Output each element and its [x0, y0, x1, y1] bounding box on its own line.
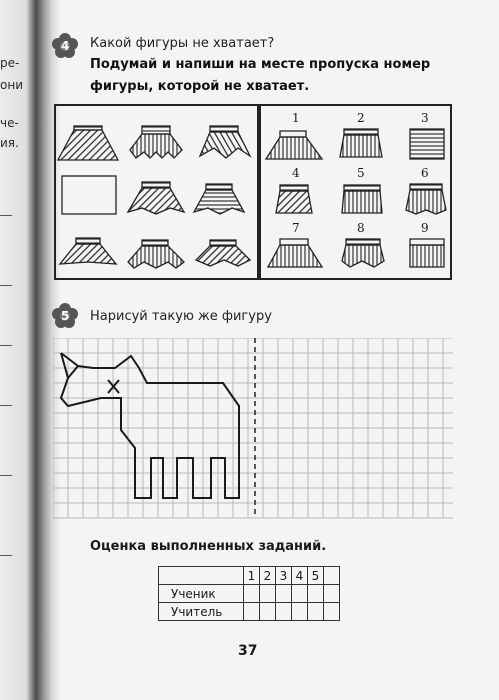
rating-cell[interactable] — [308, 585, 324, 603]
rating-cell[interactable] — [276, 603, 292, 621]
rating-cell[interactable] — [324, 585, 340, 603]
task-instruction: Подумай и напиши на месте пропуска номер — [90, 57, 431, 72]
rating-cell[interactable] — [292, 603, 308, 621]
page-number: 37 — [238, 643, 258, 659]
option-number: 4 — [292, 166, 300, 180]
rating-cell[interactable] — [276, 585, 292, 603]
rating-column-header: 1 — [244, 567, 260, 585]
task-title: Какой фигуры не хватает? — [90, 36, 275, 51]
rating-table — [158, 566, 340, 621]
task-number: 4 — [61, 39, 70, 53]
rating-column-header: 2 — [260, 567, 276, 585]
rating-column-header: 5 — [308, 567, 324, 585]
margin-fragment: че- — [0, 116, 19, 130]
rating-cell[interactable] — [324, 567, 340, 585]
rating-row-label: Ученик — [159, 585, 244, 603]
task-title: Нарисуй такую же фигуру — [90, 309, 272, 324]
option-number: 8 — [357, 221, 365, 235]
option-number: 1 — [292, 111, 300, 125]
rating-cell[interactable] — [308, 603, 324, 621]
option-number: 3 — [421, 111, 429, 125]
option-number: 6 — [421, 166, 429, 180]
rating-row-label: Учитель — [159, 603, 244, 621]
drawing-grid[interactable] — [53, 338, 453, 524]
option-number: 9 — [421, 221, 429, 235]
rating-cell[interactable] — [244, 603, 260, 621]
rating-cell[interactable] — [260, 585, 276, 603]
rating-column-header: 3 — [276, 567, 292, 585]
margin-fragment: они — [0, 78, 23, 92]
option-number: 2 — [357, 111, 365, 125]
task-instruction: фигуры, которой не хватает. — [90, 79, 310, 94]
option-number: 5 — [357, 166, 365, 180]
rating-title: Оценка выполненных заданий. — [90, 539, 327, 554]
rating-corner-cell — [159, 567, 244, 585]
margin-fragment: ре- — [0, 56, 20, 70]
rating-cell[interactable] — [324, 603, 340, 621]
option-number: 7 — [292, 221, 300, 235]
rating-column-header: 4 — [292, 567, 308, 585]
rating-cell[interactable] — [260, 603, 276, 621]
margin-fragment: ия. — [0, 136, 19, 150]
rating-cell[interactable] — [244, 585, 260, 603]
rating-cell[interactable] — [292, 585, 308, 603]
task-number: 5 — [61, 309, 70, 323]
